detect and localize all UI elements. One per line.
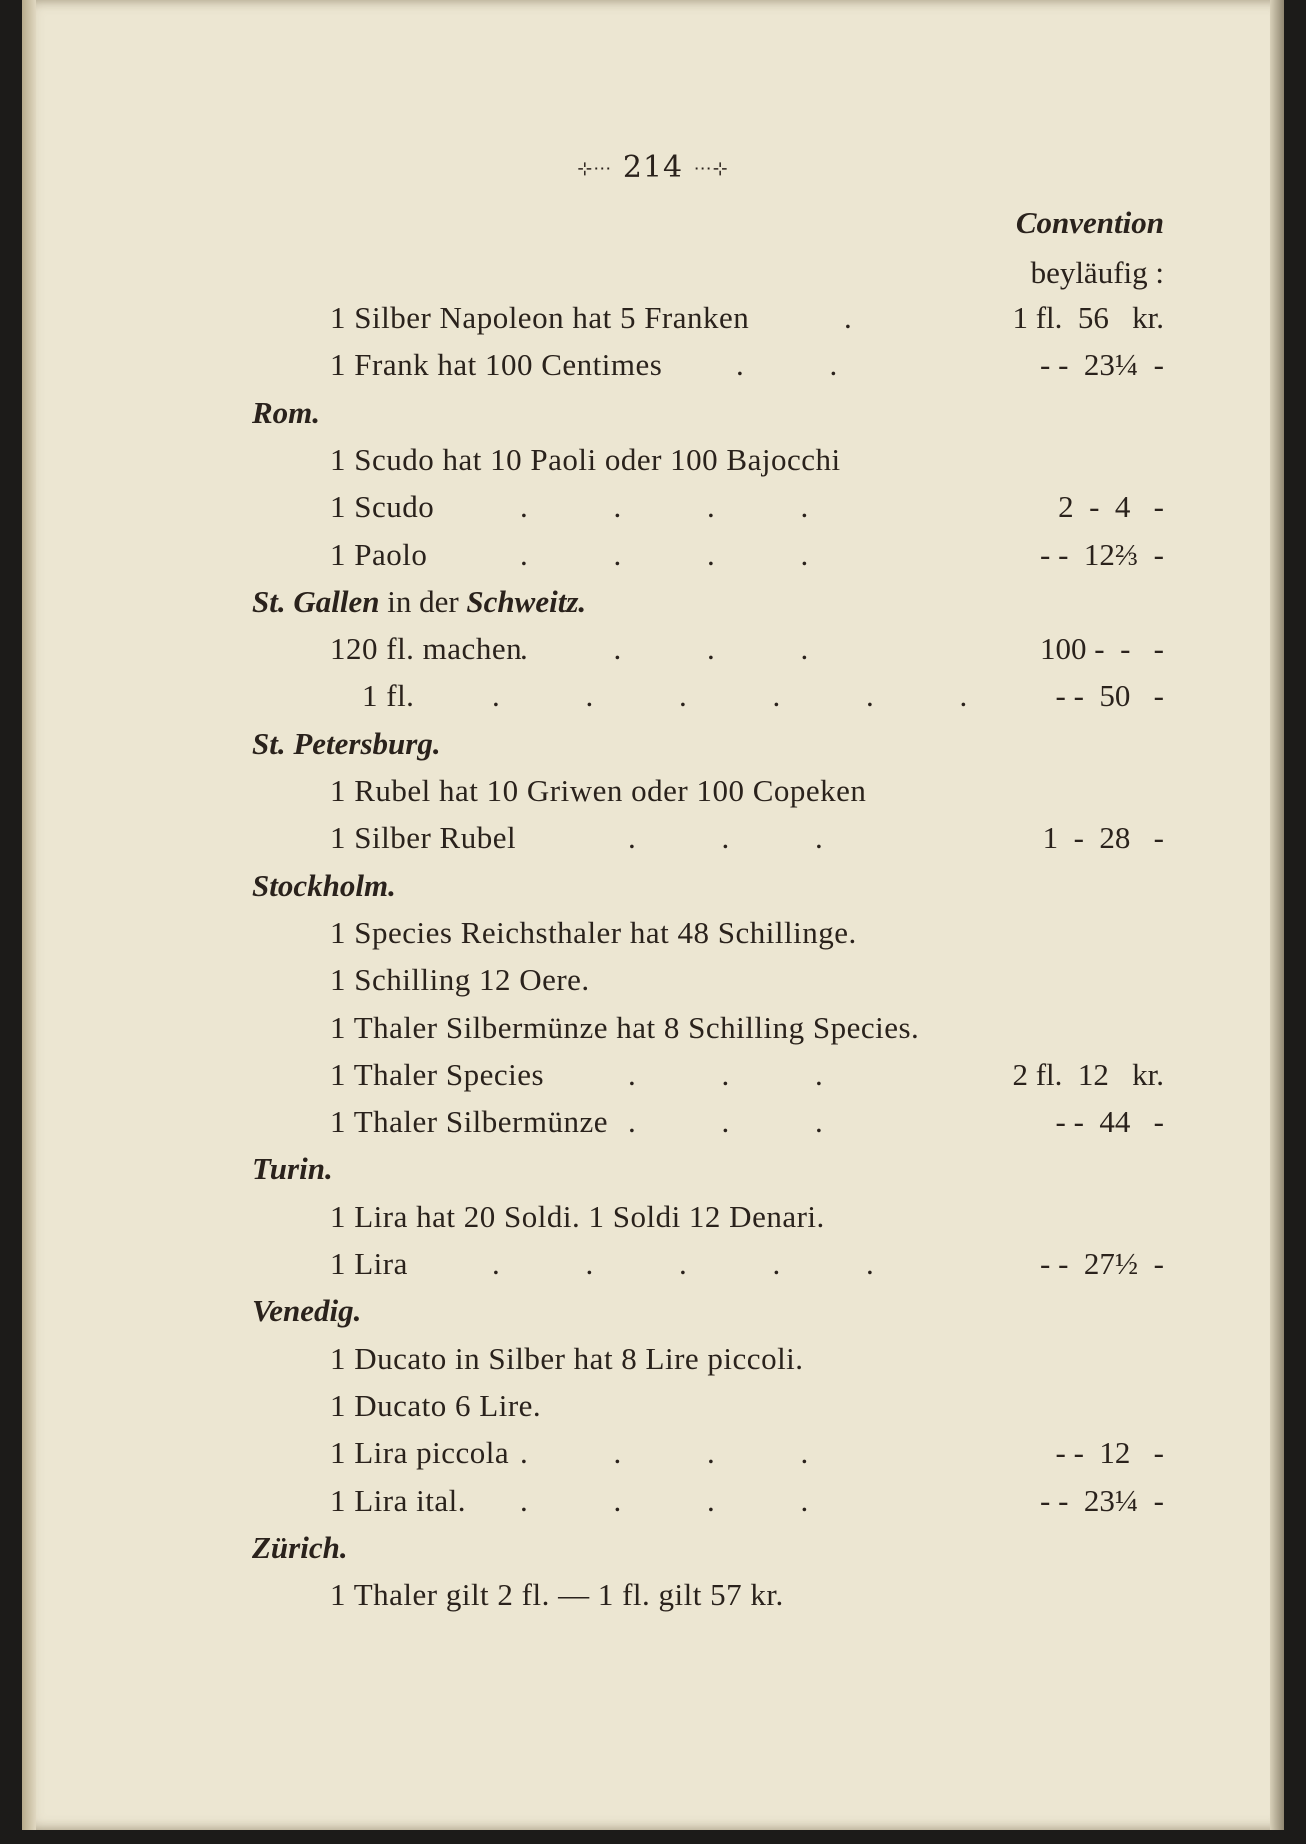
entry-text: 1 Ducato 6 Lire. <box>330 1388 542 1423</box>
entry-value: - - 27½ - <box>1040 1246 1164 1281</box>
entry-leader-dots: . . . . <box>520 489 809 524</box>
section-heading-region: Schweitz. <box>466 584 587 619</box>
entry-value: 100 - - - <box>1040 631 1164 666</box>
entry-leader-dots: . . <box>736 347 838 382</box>
entry-text: 1 Scudo <box>330 489 435 524</box>
section-heading-text: Venedig. <box>252 1293 362 1328</box>
section-heading-text: St. Petersburg. <box>252 726 441 761</box>
entry-row <box>22 1341 1284 1383</box>
entry-leader-dots: . . . . <box>520 631 809 666</box>
entry-text: 1 Paolo <box>330 537 428 572</box>
section-heading-text: Stockholm. <box>252 868 396 903</box>
entry-leader-dots: . . . <box>628 820 823 855</box>
entry-text: 1 Thaler gilt 2 fl. — 1 fl. gilt 57 kr. <box>330 1577 784 1612</box>
column-head-convention: Convention <box>1015 205 1164 240</box>
entry-text: 1 Rubel hat 10 Griwen oder 100 Copeken <box>330 773 867 808</box>
entry-row <box>22 347 1284 389</box>
column-head-beylaufig: beyläufig : <box>1030 255 1164 290</box>
entry-text: 1 Ducato in Silber hat 8 Lire piccoli. <box>330 1341 804 1376</box>
entry-row <box>22 537 1284 579</box>
entry-value: - - 12 - <box>1055 1435 1164 1470</box>
entry-leader-dots: . . . . <box>520 1483 809 1518</box>
entry-leader-dots: . . . . . . <box>492 678 968 713</box>
entry-value: - - 23¼ - <box>1040 1483 1164 1518</box>
entry-text: 1 Silber Rubel <box>330 820 517 855</box>
entry-text: 1 Thaler Species <box>330 1057 545 1092</box>
entry-text: 1 Silber Napoleon hat 5 Franken <box>330 300 750 335</box>
entry-value: - - 50 - <box>1055 678 1164 713</box>
section-heading-text: Zürich. <box>252 1530 348 1565</box>
entry-leader-dots: . . . <box>628 1057 823 1092</box>
entry-text: 1 fl. <box>362 678 415 713</box>
entry-value: 2 - 4 - <box>1058 489 1164 524</box>
entry-row <box>22 1010 1284 1052</box>
entry-row <box>22 631 1284 673</box>
page-number: 214 <box>622 150 684 185</box>
entry-value: 1 - 28 - <box>1042 820 1164 855</box>
entry-leader-dots: . . . . . <box>492 1246 874 1281</box>
entry-text: 1 Scudo hat 10 Paoli oder 100 Bajocchi <box>330 442 841 477</box>
entry-row <box>22 1483 1284 1525</box>
entry-text: 120 fl. machen <box>330 631 523 666</box>
entry-row <box>22 489 1284 531</box>
entry-value: 2 fl. 12 kr. <box>1012 1057 1164 1092</box>
entry-row <box>22 442 1284 484</box>
entry-row <box>22 1199 1284 1241</box>
entry-row <box>22 820 1284 862</box>
entry-value: - - 12⅔ - <box>1040 537 1164 572</box>
section-heading <box>252 726 441 762</box>
entry-text: 1 Schilling 12 Oere. <box>330 962 590 997</box>
entry-row <box>22 1577 1284 1619</box>
section-heading <box>252 1530 348 1566</box>
entry-leader-dots: . . . <box>628 1104 823 1139</box>
section-heading-connector: in der <box>379 584 467 619</box>
entry-value: - - 23¼ - <box>1040 347 1164 382</box>
entry-row <box>22 1246 1284 1288</box>
entry-text: 1 Frank hat 100 Centimes <box>330 347 663 382</box>
entry-row <box>22 1057 1284 1099</box>
section-heading <box>252 395 320 431</box>
entry-row <box>22 678 1284 720</box>
section-heading-text: St. Gallen <box>252 584 380 619</box>
entry-value: 1 fl. 56 kr. <box>1012 300 1164 335</box>
entry-text: 1 Species Reichsthaler hat 48 Schillinge. <box>330 915 857 950</box>
entry-row <box>22 915 1284 957</box>
section-heading-text: Rom. <box>252 395 321 430</box>
entry-row <box>22 1104 1284 1146</box>
ornament-left: ⊹⋯ <box>577 158 613 180</box>
entry-text: 1 Lira ital. <box>330 1483 466 1518</box>
section-heading-text: Turin. <box>252 1151 333 1186</box>
entry-text: 1 Lira hat 20 Soldi. 1 Soldi 12 Denari. <box>330 1199 825 1234</box>
entry-row <box>22 300 1284 342</box>
section-heading <box>252 868 396 904</box>
page-header <box>22 150 1284 185</box>
entry-row <box>22 773 1284 815</box>
entry-text: 1 Lira piccola <box>330 1435 510 1470</box>
book-page <box>22 0 1284 1830</box>
section-heading <box>252 1151 333 1187</box>
entry-row <box>22 1388 1284 1430</box>
entry-text: 1 Thaler Silbermünze <box>330 1104 609 1139</box>
entry-text: 1 Lira <box>330 1246 408 1281</box>
entry-leader-dots: . . . . <box>520 537 809 572</box>
ornament-right: ⋯⊹ <box>693 158 729 180</box>
entry-text: 1 Thaler Silbermünze hat 8 Schilling Species. <box>330 1010 920 1045</box>
entry-row <box>22 1435 1284 1477</box>
section-heading <box>252 584 586 620</box>
section-heading <box>252 1293 361 1329</box>
entry-leader-dots: . <box>844 300 852 335</box>
entry-value: - - 44 - <box>1055 1104 1164 1139</box>
entry-leader-dots: . . . . <box>520 1435 809 1470</box>
entry-row <box>22 962 1284 1004</box>
